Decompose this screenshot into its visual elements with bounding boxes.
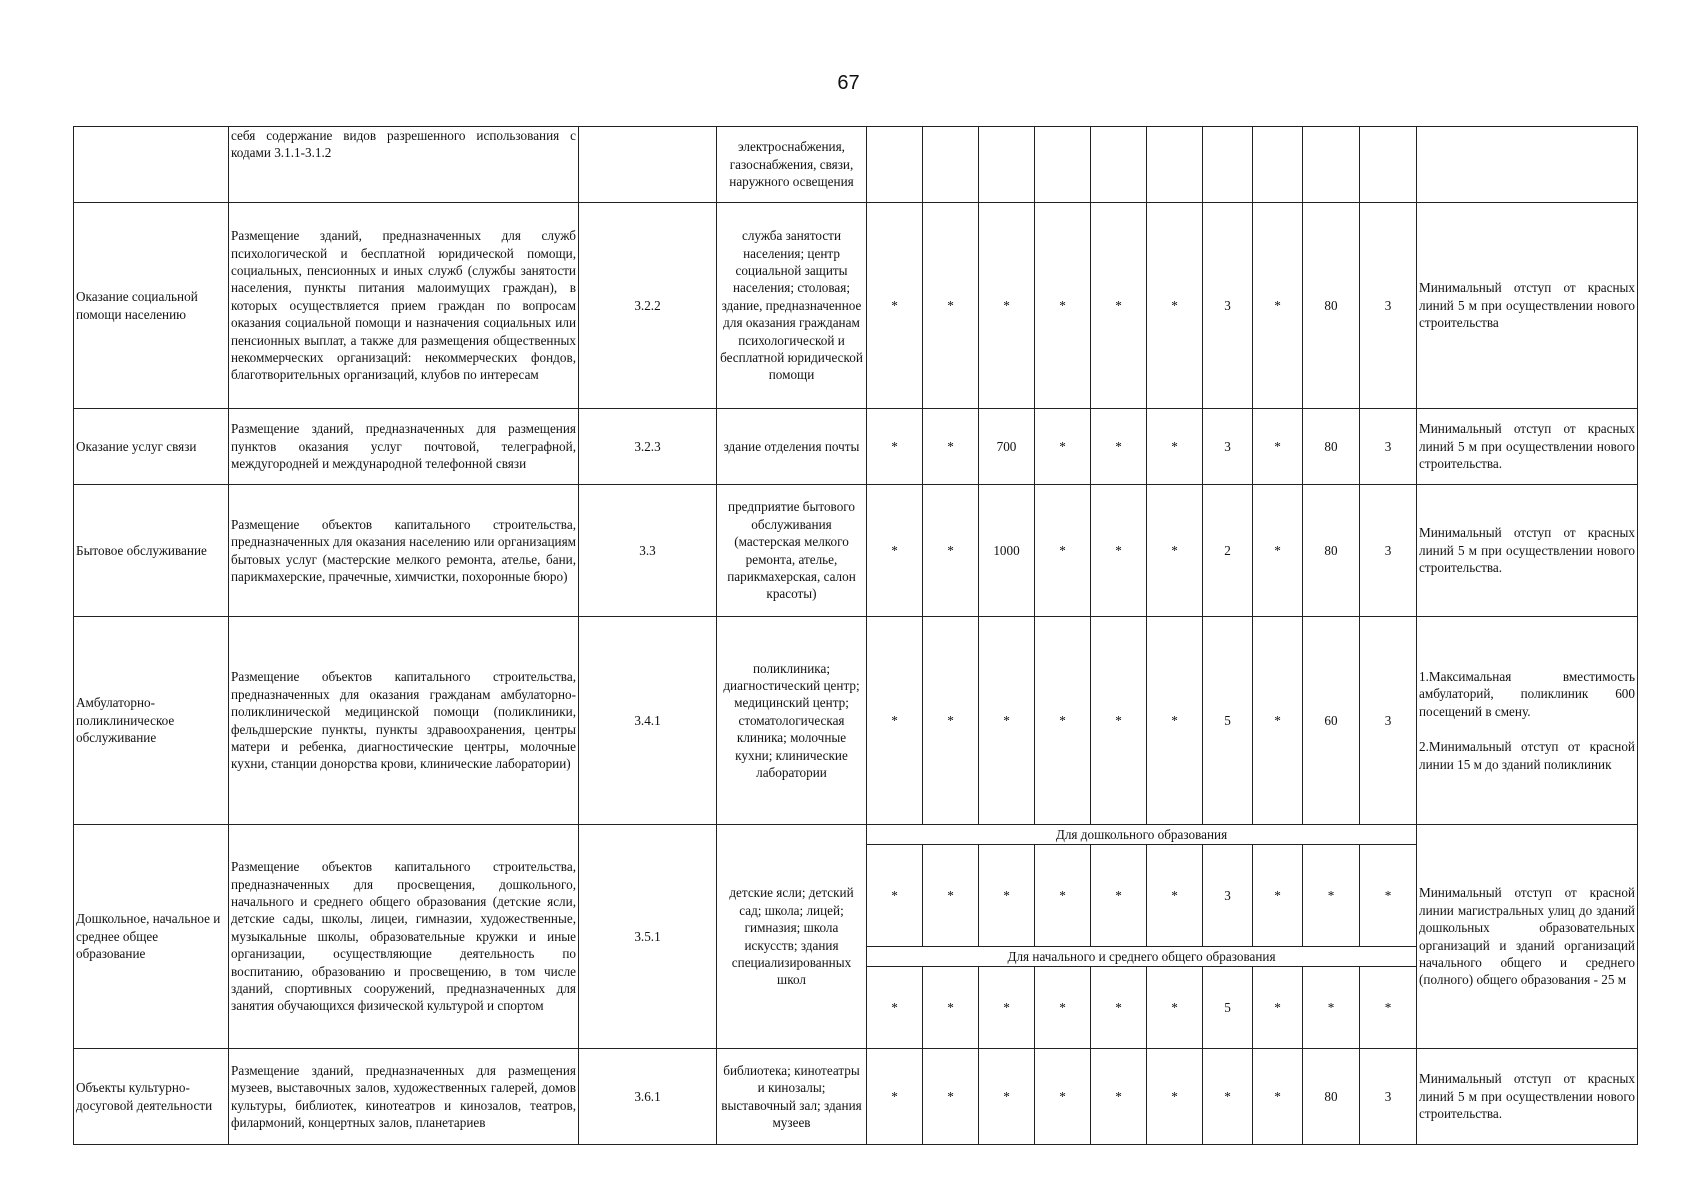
param-cell: * xyxy=(1303,967,1360,1049)
param-cell: * xyxy=(979,1049,1035,1145)
use-description-cell: Размещение зданий, предназначенных для размещения музеев, выставочных залов, художественных галерей, домов культуры, библиотек, кинотеатров и кинозалов, театров, филармоний, концертных залов, планетариев xyxy=(229,1049,579,1145)
param-cell: 80 xyxy=(1303,1049,1360,1145)
param-cell: 2 xyxy=(1203,485,1253,617)
param-cell: * xyxy=(1091,409,1147,485)
param-cell: * xyxy=(1035,409,1091,485)
objects-cell: служба занятости населения; центр социальной защиты населения; столовая; здание, предназначенное для оказания гражданам психологической и бесплатной юридической помощи xyxy=(717,203,867,409)
param-cell: * xyxy=(1147,203,1203,409)
param-cell: * xyxy=(1035,845,1091,947)
param-cell: 80 xyxy=(1303,203,1360,409)
subsection-header-general-education: Для начального и среднего общего образования xyxy=(867,947,1417,967)
table-row xyxy=(74,409,1638,485)
use-name-cell: Дошкольное, начальное и среднее общее образование xyxy=(74,825,229,1049)
param-cell: * xyxy=(1091,485,1147,617)
param-cell: 80 xyxy=(1303,409,1360,485)
use-description-cell: Размещение объектов капитального строительства, предназначенных для оказания населению или организациям бытовых услуг (мастерские мелкого ремонта, ателье, бани, парикмахерские, прачечные, химчистки, похоронные бюро) xyxy=(229,485,579,617)
param-cell: 3 xyxy=(1360,485,1417,617)
note-item: 2.Минимальный отступ от красной линии 15 м до зданий поликлиник xyxy=(1419,739,1635,772)
param-cell: 700 xyxy=(979,409,1035,485)
use-description-cell: Размещение объектов капитального строительства, предназначенных для оказания гражданам амбулаторно-поликлинической медицинской помощи (поликлиники, фельдшерские пункты, пункты здравоохранения, центры матери и ребенка, диагностические центры, молочные кухни, станции донорства крови, клинические лаборатории) xyxy=(229,617,579,825)
table-row xyxy=(74,617,1638,825)
param-cell: * xyxy=(1035,1049,1091,1145)
param-cell: * xyxy=(867,203,923,409)
param-cell: * xyxy=(923,203,979,409)
param-cell: * xyxy=(923,617,979,825)
param-cell: * xyxy=(1147,967,1203,1049)
param-cell: 60 xyxy=(1303,617,1360,825)
use-name-cell: Объекты культурно-досуговой деятельности xyxy=(74,1049,229,1145)
use-code-cell: 3.2.3 xyxy=(579,409,717,485)
table-row xyxy=(74,127,1638,203)
param-cell xyxy=(923,127,979,203)
table-row xyxy=(74,825,1638,845)
use-name-cell: Оказание социальной помощи населению xyxy=(74,203,229,409)
param-cell: * xyxy=(1147,409,1203,485)
param-cell xyxy=(1091,127,1147,203)
param-cell: * xyxy=(1147,485,1203,617)
param-cell: 3 xyxy=(1203,845,1253,947)
use-code-cell: 3.3 xyxy=(579,485,717,617)
objects-cell: поликлиника; диагностический центр; медицинский центр; стоматологическая клиника; молочные кухни; клинические лаборатории xyxy=(717,617,867,825)
use-description-cell: Размещение объектов капитального строительства, предназначенных для просвещения, дошкольного, начального и среднего общего образования (детские ясли, детские сады, школы, лицеи, гимназии, художественные, музыкальные школы, образовательные кружки и иные организации, осуществляющие деятельность по воспитанию, образованию и просвещению, в том числе зданий, спортивных сооружений, предназначенных для занятия обучающихся физической культурой и спортом xyxy=(229,825,579,1049)
use-code-cell: 3.4.1 xyxy=(579,617,717,825)
table-body xyxy=(74,127,1638,1145)
param-cell: 3 xyxy=(1203,409,1253,485)
objects-cell: библиотека; кинотеатры и кинозалы; выставочный зал; здания музеев xyxy=(717,1049,867,1145)
param-cell: * xyxy=(1203,1049,1253,1145)
table-row xyxy=(74,1049,1638,1145)
note-cell: Минимальный отступ от красной линии магистральных улиц до зданий дошкольных образовательных организаций и зданий организаций начального общего и среднего (полного) общего образования - 25 м xyxy=(1417,825,1638,1049)
objects-cell: детские ясли; детский сад; школа; лицей; гимназия; школа искусств; здания специализированных школ xyxy=(717,825,867,1049)
param-cell xyxy=(867,127,923,203)
param-cell: 3 xyxy=(1203,203,1253,409)
param-cell: * xyxy=(867,967,923,1049)
param-cell: 80 xyxy=(1303,485,1360,617)
param-cell xyxy=(1035,127,1091,203)
param-cell: * xyxy=(867,485,923,617)
param-cell: * xyxy=(1091,617,1147,825)
use-description-cell: Размещение зданий, предназначенных для размещения пунктов оказания услуг почтовой, телеграфной, междугородней и международной телефонной связи xyxy=(229,409,579,485)
param-cell: * xyxy=(923,409,979,485)
param-cell: * xyxy=(923,485,979,617)
page-number: 67 xyxy=(837,72,860,94)
use-name-cell xyxy=(74,127,229,203)
param-cell: * xyxy=(979,617,1035,825)
use-code-cell: 3.2.2 xyxy=(579,203,717,409)
param-cell: * xyxy=(1035,967,1091,1049)
param-cell: * xyxy=(1253,617,1303,825)
param-cell: * xyxy=(923,1049,979,1145)
use-name-cell: Амбулаторно-поликлиническое обслуживание xyxy=(74,617,229,825)
param-cell xyxy=(1203,127,1253,203)
param-cell: * xyxy=(1253,409,1303,485)
param-cell: 3 xyxy=(1360,617,1417,825)
param-cell: * xyxy=(1091,203,1147,409)
param-cell xyxy=(979,127,1035,203)
param-cell: * xyxy=(1253,1049,1303,1145)
param-cell: 1000 xyxy=(979,485,1035,617)
param-cell: * xyxy=(1360,967,1417,1049)
land-use-regulations-table xyxy=(73,126,1638,1145)
subsection-header-preschool: Для дошкольного образования xyxy=(867,825,1417,845)
param-cell xyxy=(1253,127,1303,203)
param-cell: * xyxy=(979,845,1035,947)
param-cell: 5 xyxy=(1203,617,1253,825)
param-cell: 3 xyxy=(1360,409,1417,485)
objects-cell: электроснабжения, газоснабжения, связи, наружного освещения xyxy=(717,127,867,203)
param-cell: * xyxy=(1303,845,1360,947)
param-cell: * xyxy=(923,967,979,1049)
param-cell: * xyxy=(1035,203,1091,409)
use-name-cell: Бытовое обслуживание xyxy=(74,485,229,617)
table-row xyxy=(74,203,1638,409)
param-cell: * xyxy=(1147,845,1203,947)
param-cell: * xyxy=(1091,845,1147,947)
note-item: 1.Максимальная вместимость амбулаторий, поликлиник 600 посещений в смену. xyxy=(1419,668,1635,719)
table-row xyxy=(74,485,1638,617)
note-cell xyxy=(1417,617,1638,825)
param-cell: * xyxy=(1035,485,1091,617)
param-cell xyxy=(1303,127,1360,203)
param-cell: * xyxy=(923,845,979,947)
param-cell: * xyxy=(1253,485,1303,617)
use-code-cell: 3.6.1 xyxy=(579,1049,717,1145)
param-cell: * xyxy=(867,409,923,485)
note-cell: Минимальный отступ от красных линий 5 м при осуществлении нового строительства. xyxy=(1417,409,1638,485)
param-cell: * xyxy=(867,617,923,825)
param-cell: * xyxy=(1091,1049,1147,1145)
use-code-cell xyxy=(579,127,717,203)
use-description-cell: Размещение зданий, предназначенных для служб психологической и бесплатной юридической помощи, социальных, пенсионных и иных служб (службы занятости населения, пункты питания малоимущих граждан), в которых осуществляется прием граждан по вопросам оказания социальной помощи и назначения социальных или пенсионных выплат, а также для размещения общественных некоммерческих организаций: некоммерческих фондов, благотворительных организаций, клубов по интересам xyxy=(229,203,579,409)
param-cell: * xyxy=(1147,617,1203,825)
param-cell: * xyxy=(867,1049,923,1145)
param-cell: * xyxy=(1091,967,1147,1049)
param-cell: * xyxy=(1035,617,1091,825)
param-cell: * xyxy=(1253,203,1303,409)
note-cell xyxy=(1417,127,1638,203)
objects-cell: здание отделения почты xyxy=(717,409,867,485)
use-description-cell: себя содержание видов разрешенного использования с кодами 3.1.1-3.1.2 xyxy=(229,127,579,203)
param-cell: * xyxy=(1253,845,1303,947)
param-cell: 3 xyxy=(1360,203,1417,409)
param-cell: * xyxy=(1360,845,1417,947)
param-cell: 3 xyxy=(1360,1049,1417,1145)
objects-cell: предприятие бытового обслуживания (мастерская мелкого ремонта, ателье, парикмахерская, салон красоты) xyxy=(717,485,867,617)
param-cell xyxy=(1360,127,1417,203)
note-cell: Минимальный отступ от красных линий 5 м при осуществлении нового строительства. xyxy=(1417,1049,1638,1145)
param-cell: * xyxy=(979,967,1035,1049)
note-cell: Минимальный отступ от красных линий 5 м при осуществлении нового строительства. xyxy=(1417,485,1638,617)
param-cell: * xyxy=(1147,1049,1203,1145)
param-cell: 5 xyxy=(1203,967,1253,1049)
param-cell: * xyxy=(867,845,923,947)
use-code-cell: 3.5.1 xyxy=(579,825,717,1049)
use-name-cell: Оказание услуг связи xyxy=(74,409,229,485)
param-cell: * xyxy=(979,203,1035,409)
param-cell: * xyxy=(1253,967,1303,1049)
param-cell xyxy=(1147,127,1203,203)
note-cell: Минимальный отступ от красных линий 5 м при осуществлении нового строительства xyxy=(1417,203,1638,409)
